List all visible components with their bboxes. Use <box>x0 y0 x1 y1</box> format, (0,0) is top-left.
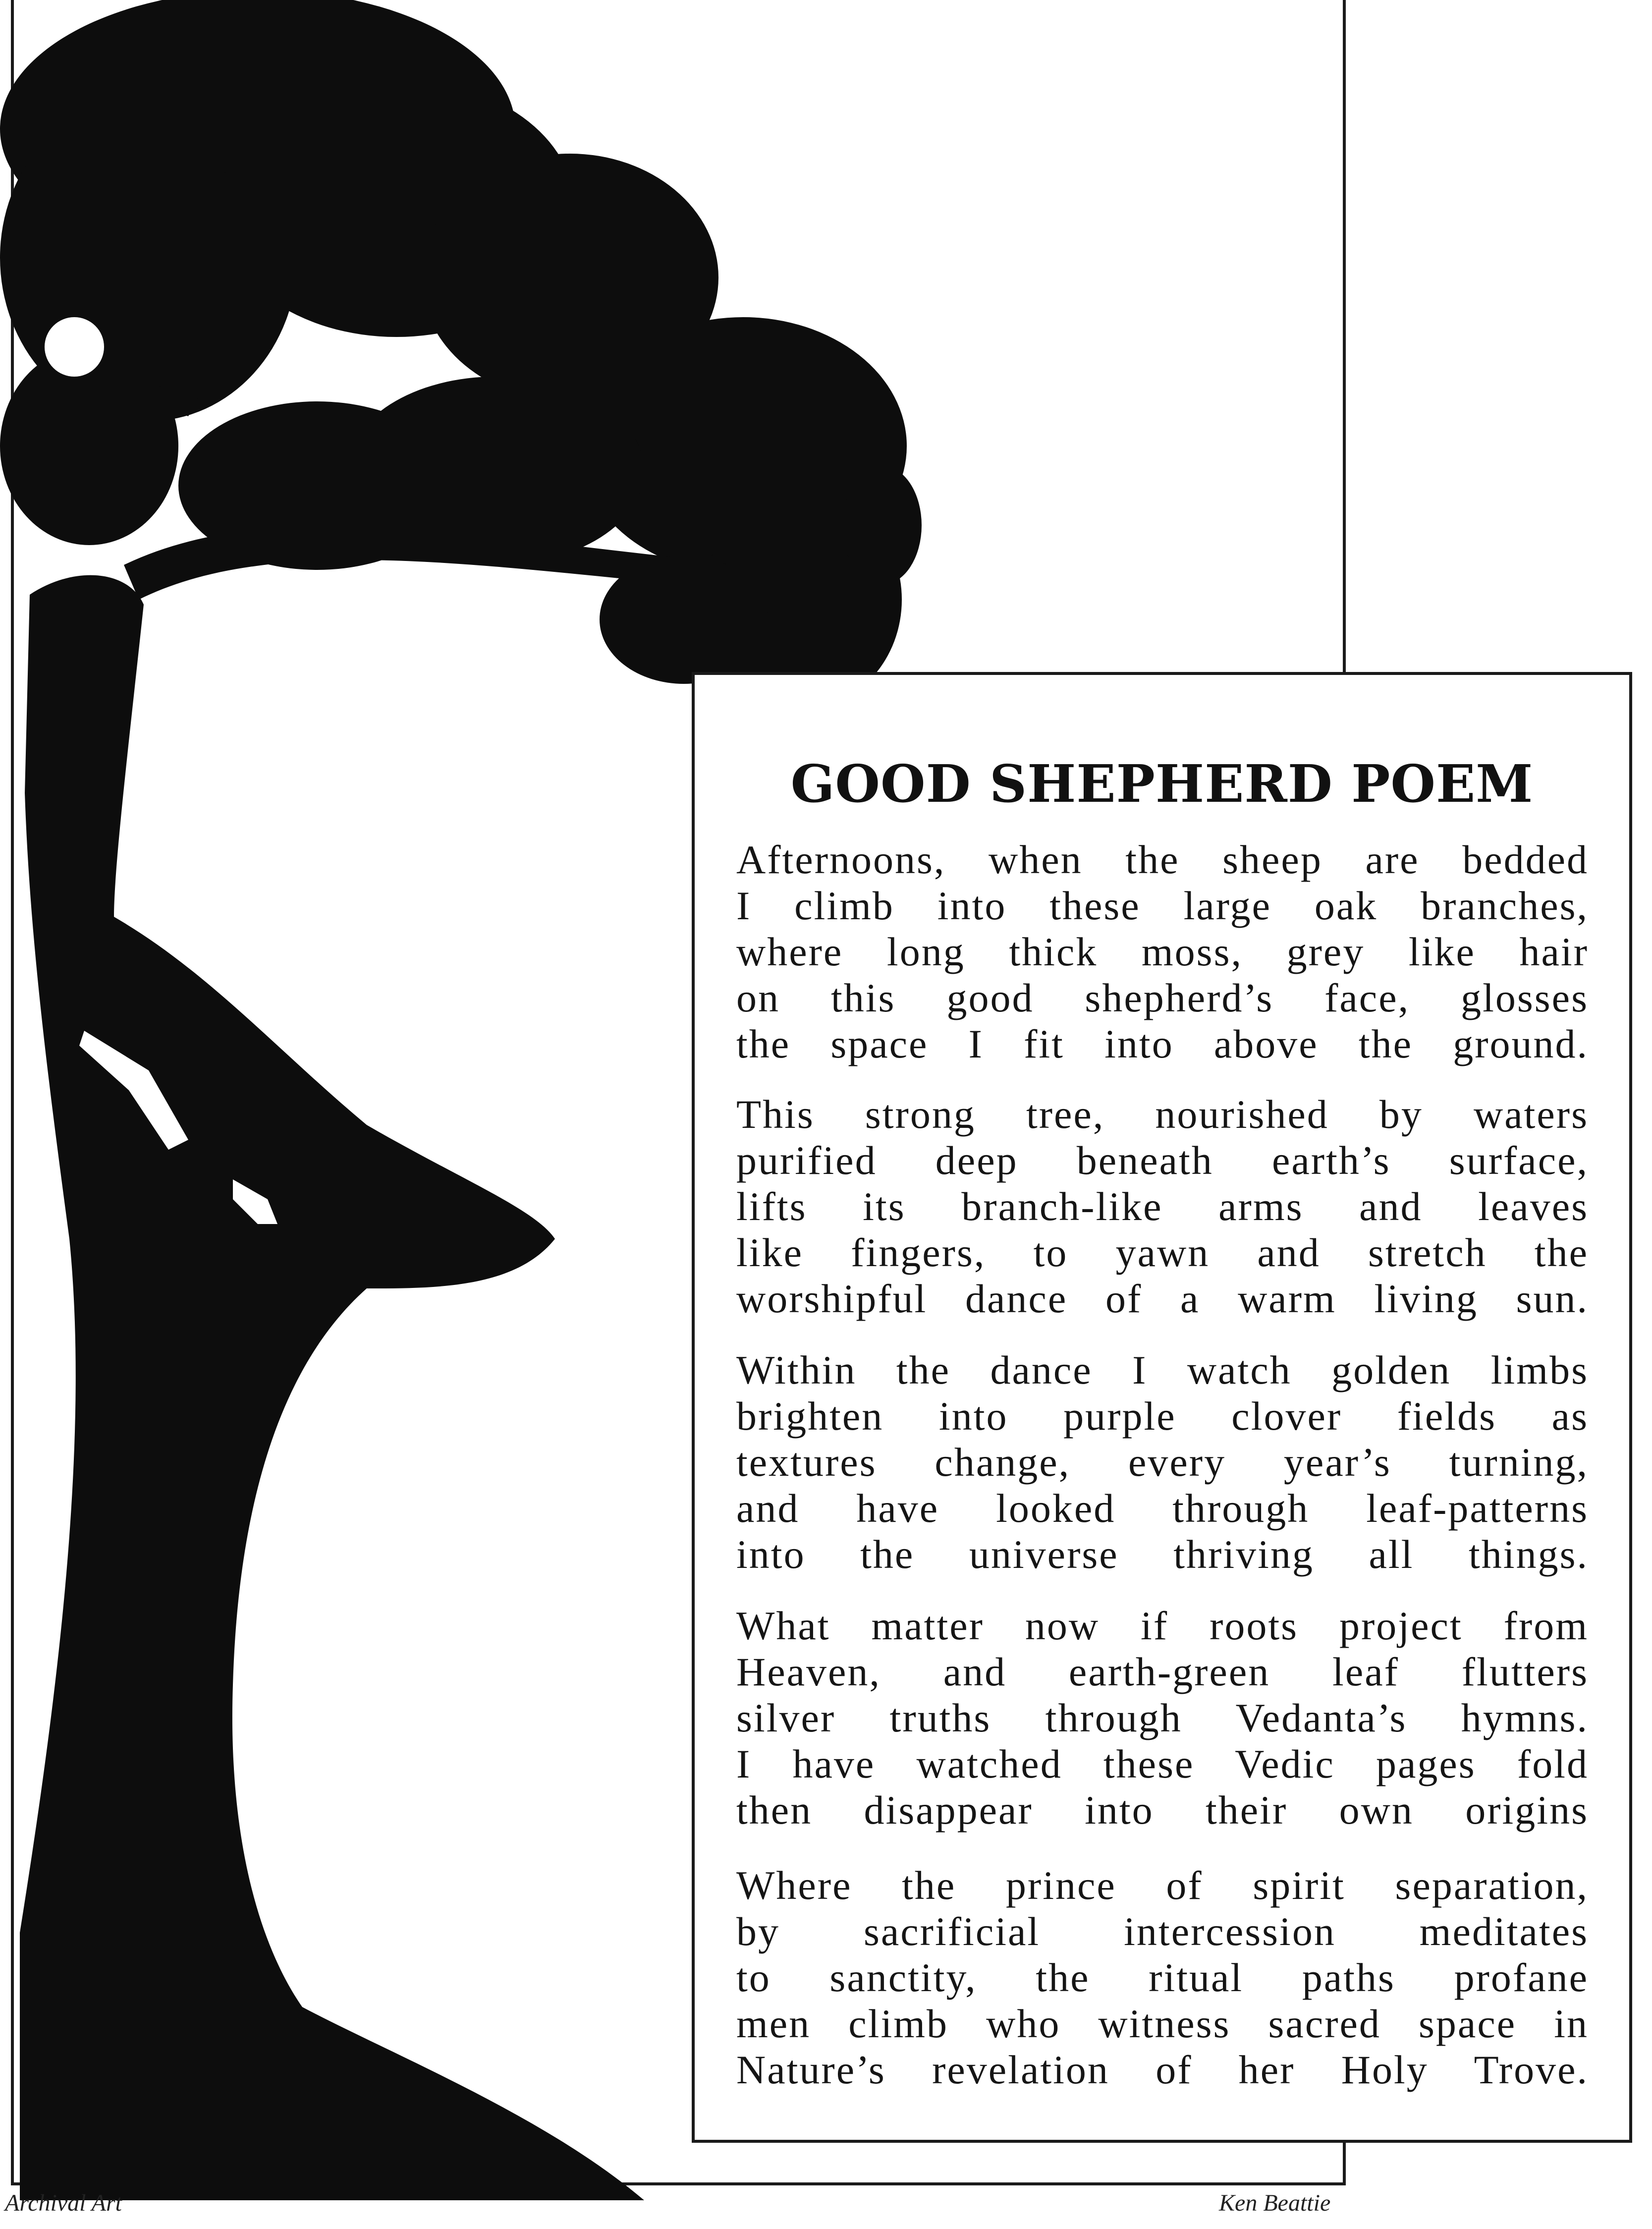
poem-line: Nature’s revelation of her Holy Trove. <box>736 2047 1589 2092</box>
stanza <box>736 1862 1589 2093</box>
stanza <box>736 1603 1589 1833</box>
poem-line: What matter now if roots project from <box>736 1603 1589 1648</box>
poem-line: Where the prince of spirit separation, <box>736 1863 1589 1908</box>
stanza <box>736 1347 1589 1577</box>
poem-line: on this good shepherd’s face, glosses <box>736 975 1589 1020</box>
poem-line: then disappear into their own origins <box>736 1787 1589 1833</box>
poem-line: to sanctity, the ritual paths profane <box>736 1955 1589 2000</box>
poem-line: worshipful dance of a warm living sun. <box>736 1276 1589 1321</box>
poem-line: I climb into these large oak branches, <box>736 883 1589 928</box>
poem-line: I have watched these Vedic pages fold <box>736 1741 1589 1786</box>
poem-line: Afternoons, when the sheep are bedded <box>736 837 1589 882</box>
poem-line: where long thick moss, grey like hair <box>736 929 1589 974</box>
poem-line: silver truths through Vedanta’s hymns. <box>736 1695 1589 1740</box>
poem-line: brighten into purple clover fields as <box>736 1393 1589 1439</box>
poem-line: the space I fit into above the ground. <box>736 1021 1589 1066</box>
poem-line: men climb who witness sacred space in <box>736 2001 1589 2046</box>
poem-line: lifts its branch-like arms and leaves <box>736 1184 1589 1229</box>
poem-line: like fingers, to yawn and stretch the <box>736 1230 1589 1275</box>
poem-line: Heaven, and earth-green leaf flutters <box>736 1649 1589 1694</box>
author-credit: Ken Beattie <box>1219 2190 1331 2216</box>
poem-line: This strong tree, nourished by waters <box>736 1092 1589 1137</box>
stanza <box>736 836 1589 1067</box>
stanza <box>736 1091 1589 1322</box>
poem-line: textures change, every year’s turning, <box>736 1440 1589 1485</box>
poem-line: purified deep beneath earth’s surface, <box>736 1138 1589 1183</box>
art-credit: Archival Art <box>5 2190 122 2216</box>
poem-line: Within the dance I watch golden limbs <box>736 1347 1589 1393</box>
poem-line: into the universe thriving all things. <box>736 1532 1589 1577</box>
poem-line: and have looked through leaf-patterns <box>736 1486 1589 1531</box>
poem-title: GOOD SHEPHERD POEM <box>790 753 1534 814</box>
poem-box <box>692 672 1632 2143</box>
poem-line: by sacrificial intercession meditates <box>736 1909 1589 1954</box>
